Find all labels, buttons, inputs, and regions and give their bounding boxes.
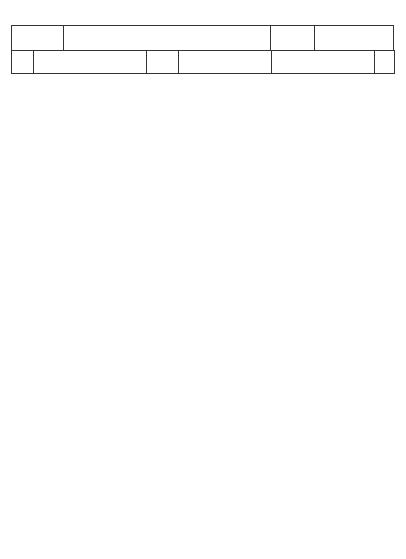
col-unit bbox=[147, 51, 179, 74]
watermark-stamp bbox=[18, 81, 370, 310]
col-requirement bbox=[179, 51, 272, 74]
model-label bbox=[12, 26, 64, 51]
col-item bbox=[34, 51, 147, 74]
col-verdict bbox=[375, 51, 395, 74]
col-result bbox=[272, 51, 375, 74]
model-value bbox=[64, 26, 271, 51]
sample-no-label bbox=[271, 26, 315, 51]
col-category bbox=[12, 51, 34, 74]
test-results-table bbox=[11, 50, 395, 74]
sample-info-table bbox=[11, 25, 394, 51]
sample-no-value bbox=[315, 26, 394, 51]
